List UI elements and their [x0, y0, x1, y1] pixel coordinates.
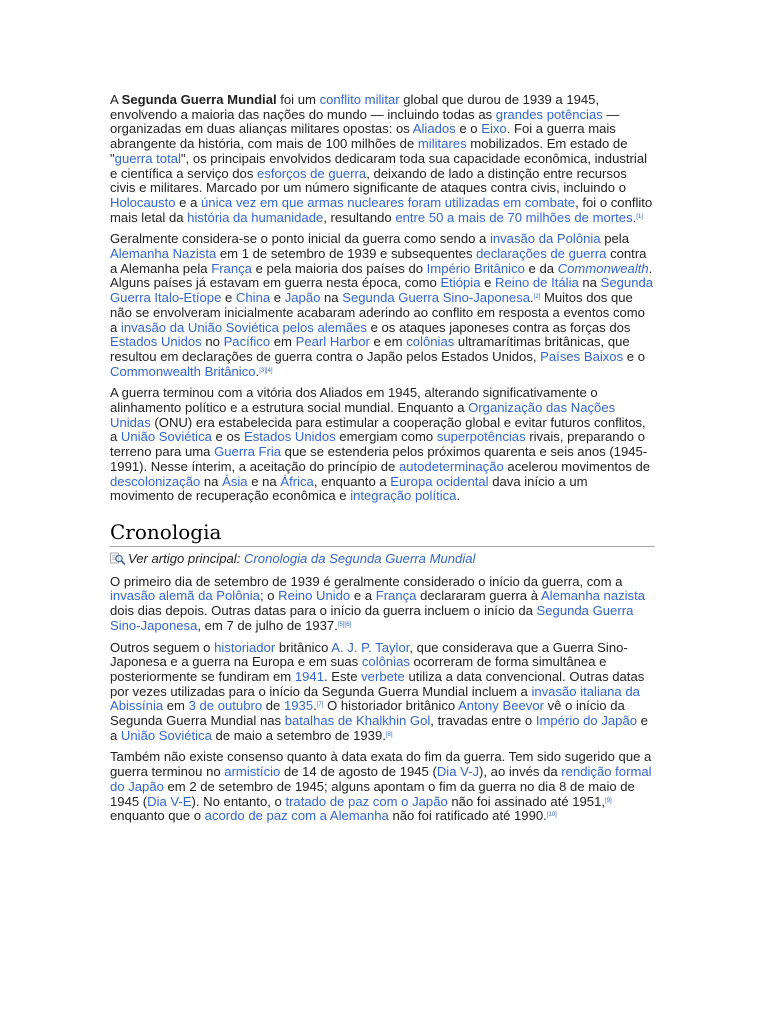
wiki-link[interactable]: invasão italiana da Abissínia: [110, 683, 640, 714]
text-run: Também não existe consenso quanto à data exata do fim da guerra. Tem sido sugerido que a guerra terminou no: [110, 749, 652, 780]
wiki-link[interactable]: Europa ocidental: [390, 473, 489, 489]
wiki-link[interactable]: Alemanha Nazista: [110, 246, 217, 262]
text-run: Muitos dos que não se envolveram inicialmente acabaram aderindo ao conflito em resposta a eventos como a: [110, 290, 645, 335]
cronologia-paragraph: [110, 641, 655, 744]
wiki-link[interactable]: África: [280, 473, 314, 489]
text-run: não foi ratificado até 1990.: [388, 808, 547, 824]
text-run: mobilizados. Em estado de ": [110, 136, 628, 166]
text-run: ), ao invés da: [479, 764, 562, 780]
wiki-link[interactable]: Segunda Guerra Italo-Etíope: [110, 275, 654, 306]
wiki-link[interactable]: Organização das Nações Unidas: [110, 400, 616, 430]
wiki-link[interactable]: Pacífico: [223, 334, 271, 350]
text-run: em 2 de setembro de 1945; alguns apontam o fim da guerra no dia 8 de maio de 1945 (: [110, 778, 635, 809]
text-run: global que durou de 1939 a 1945, envolvendo a maioria das nações do mundo — incluindo todas as: [110, 92, 600, 122]
wiki-link[interactable]: Dia V-J: [436, 764, 480, 780]
text-run: Outros seguem o: [110, 639, 215, 655]
wiki-link[interactable]: Império Britânico: [426, 260, 525, 276]
text-run: e a: [175, 194, 201, 210]
text-run: e na: [247, 473, 281, 489]
text-run: e: [270, 290, 285, 306]
text-run: . Foi a guerra mais abrangente da história, com mais de 100 milhões de: [110, 121, 616, 152]
text-run: Geralmente considera-se o ponto inicial da guerra como sendo a: [110, 231, 490, 247]
wiki-link[interactable]: Reino de Itália: [495, 275, 579, 291]
text-run: e: [221, 290, 236, 306]
text-run: em: [270, 334, 296, 350]
text-run: (ONU) era estabelecida para estimular a cooperação global e evitar futuros conflitos, a: [110, 414, 646, 445]
wiki-link[interactable]: A. J. P. Taylor: [331, 639, 410, 655]
text-run: foi um: [276, 92, 320, 107]
text-run: ultramarítimas britânicas, que resultou em declarações de guerra contra o Japão pelos Estados Unidos,: [110, 334, 630, 364]
text-run: — organizadas em duas alianças militares opostas: os: [110, 106, 620, 137]
cronologia-paragraph: [110, 750, 655, 824]
wiki-link[interactable]: única vez em que armas nucleares foram utilizadas em combate: [201, 194, 576, 210]
wiki-link[interactable]: Dia V-E: [147, 793, 192, 809]
wiki-link[interactable]: França: [211, 260, 252, 276]
text-run: e em: [369, 334, 407, 350]
wiki-link[interactable]: Commonwealth Britânico: [110, 363, 256, 379]
text-run: dava início a um movimento de recuperação econômica e: [110, 473, 588, 504]
text-run: . Alguns países já estavam em guerra nesta época, como: [110, 260, 653, 291]
text-run: e pela maioria dos países do: [251, 260, 427, 276]
wiki-link[interactable]: Aliados: [412, 121, 456, 137]
wiki-link[interactable]: China: [235, 290, 271, 306]
wiki-link[interactable]: Reino Unido: [278, 588, 351, 604]
article-title-bold: Segunda Guerra Mundial: [121, 92, 277, 107]
text-run: na: [578, 275, 601, 291]
wiki-link[interactable]: colônias: [361, 654, 410, 670]
text-run: de: [262, 698, 284, 714]
text-run: e os: [211, 429, 244, 445]
wiki-link[interactable]: 1935: [283, 698, 314, 714]
text-run: e da: [524, 260, 558, 276]
wiki-link[interactable]: superpotências: [436, 429, 526, 445]
section-heading: Cronologia: [110, 520, 655, 547]
wiki-link[interactable]: armistício: [224, 764, 281, 780]
text-run: em 1 de setembro de 1939 e subsequentes: [216, 246, 477, 262]
text-run: utiliza a data convencional. Outras datas por vezes utilizadas para o início da Segunda Guerra Mundial incluem a: [110, 668, 645, 699]
wiki-link[interactable]: Eixo: [481, 121, 507, 137]
intro-section: [110, 93, 655, 504]
text-run: vê o início da Segunda Guerra Mundial nas: [110, 698, 625, 729]
wiki-link[interactable]: 1941: [294, 668, 324, 684]
text-run: ; o: [259, 588, 279, 604]
wiki-link[interactable]: Segunda Guerra Sino-Japonesa: [342, 290, 531, 306]
cronologia-paragraph: [110, 575, 655, 634]
wiki-link[interactable]: invasão alemã da Polônia: [110, 588, 260, 604]
text-run: .: [255, 363, 260, 379]
wiki-link[interactable]: Alemanha nazista: [540, 588, 646, 604]
text-run: de 14 de agosto de 1945 (: [280, 764, 437, 780]
text-run: e o: [455, 121, 482, 137]
wiki-link[interactable]: integração política: [350, 488, 457, 504]
wiki-link[interactable]: rendição formal do Japão: [110, 764, 652, 794]
text-run: no: [201, 334, 224, 350]
reference-citation[interactable]: [5][6]: [337, 621, 352, 628]
wiki-link[interactable]: União Soviética: [120, 429, 212, 445]
wiki-link[interactable]: batalhas de Khalkhin Gol: [284, 713, 431, 729]
text-run: A guerra terminou com a vitória dos Aliados em 1945, alterando significativamente o alinhamento político e a estrutura social mundial. Enquanto a: [110, 385, 598, 416]
intro-paragraph: [110, 232, 655, 379]
wiki-link[interactable]: Commonwealth: [557, 260, 649, 276]
wiki-link[interactable]: guerra total: [114, 150, 181, 166]
wiki-link[interactable]: Pearl Harbor: [295, 334, 370, 350]
wiki-link[interactable]: conflito militar: [319, 92, 400, 107]
reference-citation[interactable]: [10]: [546, 812, 557, 819]
wiki-link[interactable]: história da humanidade: [187, 209, 324, 225]
wiki-link[interactable]: militares: [417, 136, 467, 152]
text-run: em: [163, 698, 189, 714]
wiki-link[interactable]: 3 de outubro: [188, 698, 263, 714]
wiki-link[interactable]: Estados Unidos: [243, 429, 336, 445]
wiki-link[interactable]: colônias: [406, 334, 455, 350]
wiki-link[interactable]: Japão: [284, 290, 321, 306]
magnifier-icon: [110, 552, 126, 566]
text-run: O historiador britânico: [323, 698, 459, 714]
text-run: A: [110, 92, 122, 107]
reference-citation[interactable]: [1]: [636, 213, 643, 220]
text-run: e o: [623, 348, 645, 364]
text-run: na: [320, 290, 343, 306]
text-run: , que considerava que a Guerra Sino-Japonesa e a guerra na Europa e em suas: [110, 639, 628, 670]
reference-citation[interactable]: [9]: [605, 797, 612, 804]
text-run: emergiam como: [335, 429, 437, 445]
main-article-prefix: Ver artigo principal:: [128, 550, 244, 566]
wiki-link[interactable]: autodeterminação: [398, 458, 504, 474]
text-run: . Este: [324, 668, 362, 684]
text-run: ocorreram de forma simultânea e posteriormente se fundiram em: [110, 654, 607, 684]
text-run: , travadas entre o: [430, 713, 536, 729]
reference-citation[interactable]: [8]: [385, 731, 393, 738]
text-run: .: [530, 290, 534, 306]
wiki-link[interactable]: entre 50 a mais de 70 milhões de mortes: [395, 209, 633, 225]
text-run: enquanto que o: [110, 808, 205, 824]
wiki-link[interactable]: Países Baixos: [540, 348, 624, 364]
text-run: ", os principais envolvidos dedicaram toda sua capacidade econômica, industrial e científica a serviço dos: [110, 150, 648, 181]
text-run: britânico: [275, 639, 332, 655]
text-run: , foi o conflito mais letal da: [110, 194, 653, 225]
text-run: de maio a setembro de 1939.: [211, 727, 386, 743]
text-run: e a: [110, 713, 648, 743]
reference-citation[interactable]: [2]: [533, 294, 541, 301]
wiki-link[interactable]: grandes potências: [495, 106, 603, 122]
text-run: acelerou movimentos de: [503, 458, 651, 474]
text-run: e os ataques japoneses contra as forças dos: [366, 319, 631, 335]
wiki-link[interactable]: descolonização: [110, 473, 201, 489]
text-run: , enquanto a: [313, 473, 391, 489]
text-run: não foi assinado até 1951,: [447, 793, 606, 809]
wiki-link[interactable]: França: [375, 588, 417, 604]
text-run: .: [313, 698, 317, 714]
text-run: .: [632, 209, 637, 225]
text-run: e: [480, 275, 496, 291]
intro-paragraph: [110, 386, 655, 504]
text-run: declararam guerra à: [416, 588, 541, 604]
wiki-link[interactable]: Ásia: [222, 473, 248, 489]
wiki-link[interactable]: Estados Unidos: [110, 334, 202, 350]
reference-citation[interactable]: [7]: [316, 702, 324, 709]
wiki-link[interactable]: verbete: [361, 668, 405, 684]
text-run: dois dias depois. Outras datas para o início da guerra incluem o início da: [110, 603, 537, 619]
reference-citation[interactable]: [3][4]: [259, 367, 273, 374]
text-run: , resultando: [323, 209, 396, 225]
text-run: .: [456, 488, 461, 504]
wiki-link[interactable]: Império do Japão: [535, 713, 638, 729]
wiki-link[interactable]: Holocausto: [110, 194, 176, 210]
text-run: O primeiro dia de setembro de 1939 é geralmente considerado o início da guerra, com a: [110, 573, 623, 589]
wiki-link[interactable]: tratado de paz com o Japão: [285, 793, 448, 809]
wiki-link[interactable]: acordo de paz com a Alemanha: [204, 808, 389, 824]
text-run: , em 7 de julho de 1937.: [197, 617, 338, 633]
text-run: pela: [600, 231, 629, 247]
text-run: contra a Alemanha pela: [110, 246, 647, 276]
text-run: rivais, preparando o terreno para uma: [110, 429, 645, 460]
text-run: na: [200, 473, 223, 489]
article-body: [110, 93, 655, 831]
main-article-note: [110, 552, 655, 567]
wiki-link[interactable]: Segunda Guerra Sino-Japonesa: [110, 603, 634, 633]
text-run: ). No entanto, o: [191, 793, 286, 809]
text-run: que se estenderia pelos próximos quarenta e seis anos (1945-1991). Nesse ínterim, a aceitação do princípio de: [110, 444, 648, 474]
wiki-link[interactable]: historiador: [214, 639, 276, 655]
main-article-link[interactable]: Cronologia da Segunda Guerra Mundial: [243, 550, 476, 566]
wiki-link[interactable]: Antony Beevor: [458, 698, 544, 714]
cronologia-section: [110, 575, 655, 824]
wiki-link[interactable]: Guerra Fria: [214, 444, 282, 460]
wiki-link[interactable]: União Soviética: [120, 727, 212, 743]
wiki-link[interactable]: declarações de guerra: [476, 246, 607, 262]
wiki-link[interactable]: invasão da União Soviética pelos alemães: [120, 319, 367, 335]
wiki-link[interactable]: invasão da Polônia: [489, 231, 601, 247]
intro-paragraph: [110, 93, 655, 225]
wiki-link[interactable]: esforços de guerra: [257, 165, 367, 181]
text-run: , deixando de lado a distinção entre recursos civis e militares. Marcado por um número significante de ataques contra civis, incluindo o: [110, 165, 627, 196]
wiki-link[interactable]: Etiópia: [440, 275, 481, 291]
text-run: e a: [350, 588, 376, 604]
